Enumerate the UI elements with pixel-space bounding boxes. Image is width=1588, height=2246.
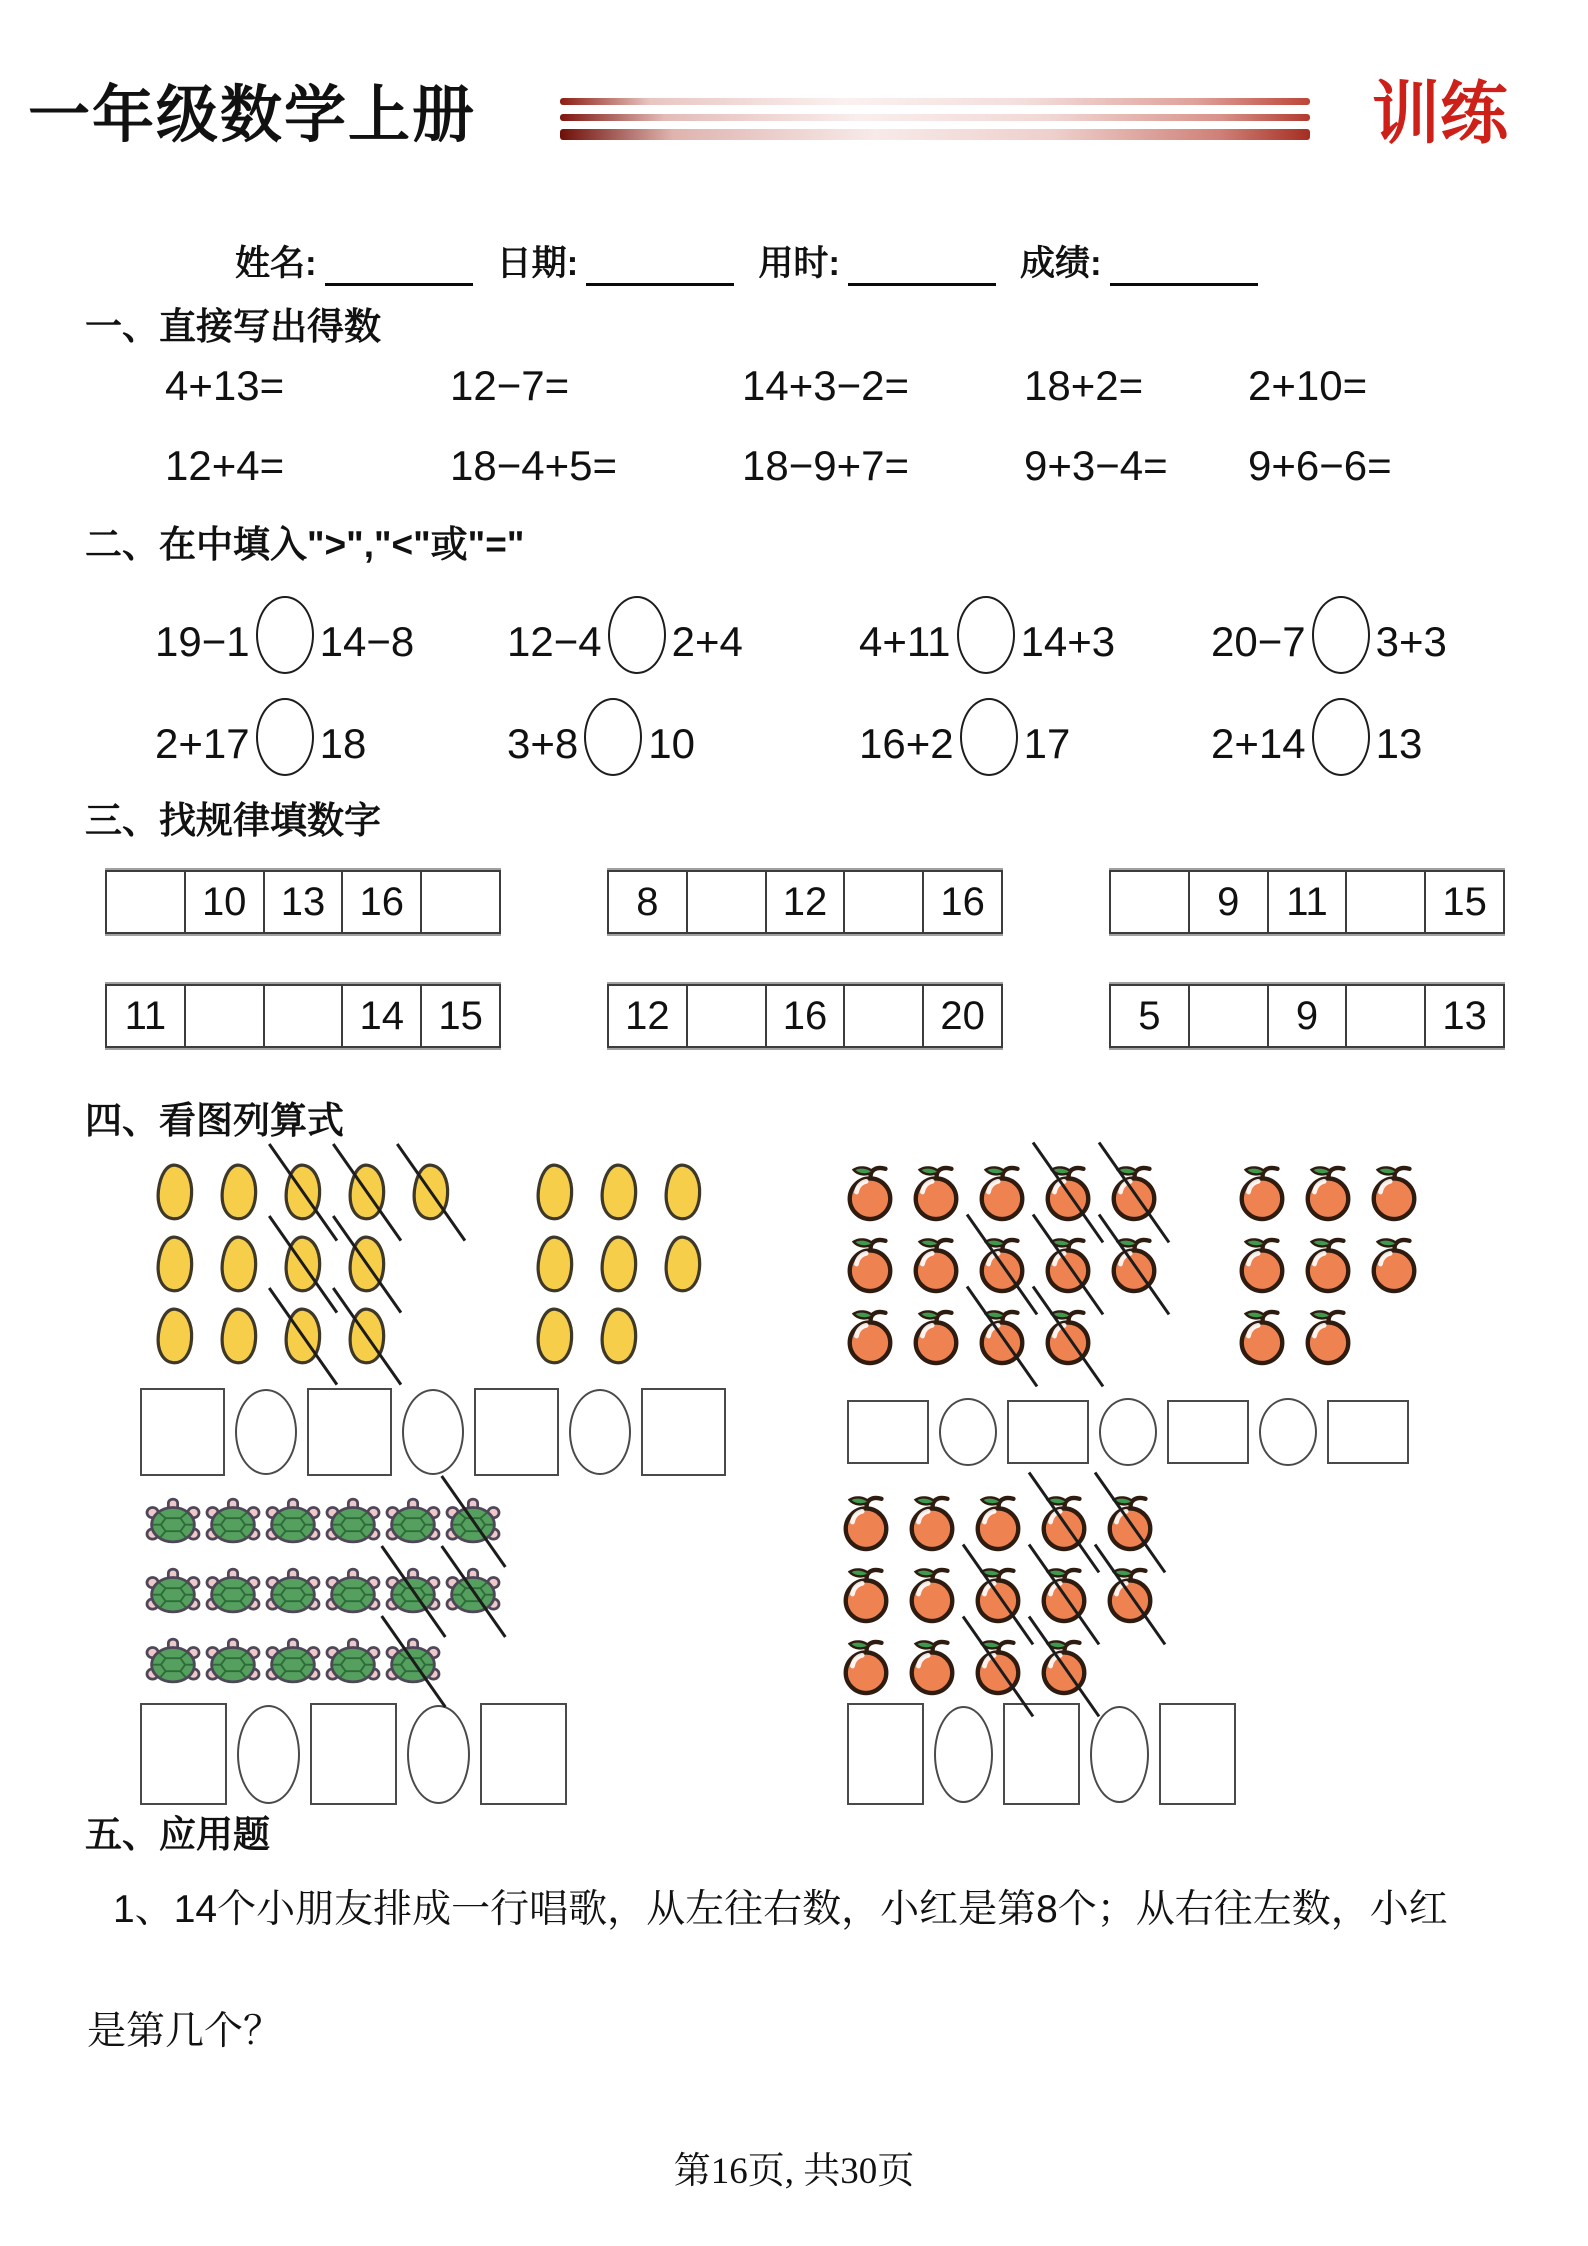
number-answer-box[interactable] (474, 1388, 559, 1476)
mango-icon (207, 1300, 271, 1372)
number-cell: 16 (343, 872, 422, 932)
number-cell: 13 (265, 872, 344, 932)
fruit-row (143, 1556, 503, 1626)
fruit-row (837, 1228, 1167, 1300)
section-5-title: 五、应用题 (85, 1814, 270, 1855)
mango-icon (143, 1300, 207, 1372)
number-cell: 12 (609, 986, 688, 1046)
apple-group-1 (837, 1156, 1167, 1372)
operator-answer-circle[interactable] (934, 1706, 993, 1803)
fruit-row (523, 1300, 715, 1372)
operator-answer-circle[interactable] (402, 1389, 464, 1475)
mango-equation-boxes (140, 1388, 726, 1476)
turtle-icon (203, 1486, 263, 1556)
number-sequence-table (105, 870, 501, 934)
number-sequence-table (105, 984, 501, 1048)
number-answer-box[interactable] (140, 1703, 227, 1805)
mango-icon (335, 1300, 399, 1372)
right-expression: 14+3 (1020, 618, 1116, 665)
left-expression: 20−7 (1211, 618, 1306, 665)
number-sequence-table (607, 870, 1003, 934)
fruit-row (523, 1156, 715, 1228)
compare-problem (1211, 596, 1563, 674)
arithmetic-problem: 12+4= (165, 442, 285, 489)
apple-group-2 (1229, 1156, 1427, 1372)
comparison-answer-circle[interactable] (960, 698, 1018, 776)
turtle-icon (263, 1486, 323, 1556)
turtle-icon (263, 1556, 323, 1626)
score-field (1020, 238, 1258, 286)
operator-answer-circle[interactable] (1090, 1706, 1149, 1803)
mango-group-1 (143, 1156, 463, 1372)
empty-fill-cell[interactable] (688, 986, 767, 1046)
left-expression: 16+2 (859, 720, 954, 767)
apple-icon (1295, 1228, 1361, 1300)
empty-fill-cell[interactable] (688, 872, 767, 932)
speed-line-icon (560, 114, 1310, 121)
score-blank[interactable] (1110, 243, 1258, 286)
section-1-title: 一、直接写出得数 (85, 306, 381, 347)
fruit-row (1229, 1228, 1427, 1300)
fruit-row (143, 1156, 463, 1228)
arithmetic-problem: 12−7= (450, 362, 570, 409)
score-label: 成绩: (1019, 244, 1102, 283)
apple-problem (837, 1156, 1427, 1372)
apple-icon (1101, 1228, 1167, 1300)
mango-problem (143, 1156, 715, 1372)
info-row (235, 238, 1503, 286)
apple-icon (899, 1630, 965, 1702)
mango-icon (143, 1228, 207, 1300)
empty-fill-cell[interactable] (845, 986, 924, 1046)
apple-icon (965, 1630, 1031, 1702)
apple-icon (837, 1156, 903, 1228)
mango-icon (523, 1228, 587, 1300)
compare-problem (859, 698, 1211, 776)
right-expression: 17 (1023, 720, 1071, 767)
apple-icon (969, 1300, 1035, 1372)
fruit-row (833, 1486, 1163, 1558)
apple-icon (1035, 1300, 1101, 1372)
operator-answer-circle[interactable] (407, 1705, 470, 1804)
compare-problem (155, 698, 507, 776)
number-answer-box[interactable] (1159, 1703, 1236, 1805)
apple-icon (833, 1558, 899, 1630)
number-answer-box[interactable] (310, 1703, 397, 1805)
compare-problem (507, 698, 859, 776)
apple-icon (1035, 1228, 1101, 1300)
empty-fill-cell[interactable] (1190, 986, 1269, 1046)
empty-fill-cell[interactable] (1347, 872, 1426, 932)
number-cell: 14 (343, 986, 422, 1046)
apple-icon (1035, 1156, 1101, 1228)
calc-row-2 (165, 442, 1503, 490)
worksheet-header (0, 76, 1588, 152)
apple-group-1 (833, 1486, 1163, 1702)
compare-problem (507, 596, 859, 674)
number-answer-box[interactable] (641, 1388, 726, 1476)
speed-line-icon (560, 98, 1310, 105)
time-used-blank[interactable] (848, 243, 996, 286)
number-cell: 9 (1269, 986, 1348, 1046)
arithmetic-problem: 2+10= (1248, 362, 1368, 409)
right-expression: 13 (1375, 720, 1423, 767)
picture-band-1 (85, 1156, 1503, 1372)
number-cell: 8 (609, 872, 688, 932)
number-answer-box[interactable] (1327, 1400, 1409, 1464)
fruit-row (837, 1300, 1167, 1372)
turtle-group-1 (143, 1486, 503, 1696)
mango-icon (335, 1228, 399, 1300)
comparison-answer-circle[interactable] (256, 596, 314, 674)
number-cell: 11 (107, 986, 186, 1046)
empty-fill-cell[interactable] (186, 986, 265, 1046)
mango-icon (271, 1300, 335, 1372)
name-field (235, 238, 473, 286)
compare-problem (155, 596, 507, 674)
mango-icon (587, 1300, 651, 1372)
mango-icon (207, 1156, 271, 1228)
name-blank[interactable] (325, 243, 473, 286)
number-cell: 12 (767, 872, 846, 932)
empty-fill-cell[interactable] (265, 986, 344, 1046)
apple-icon (837, 1228, 903, 1300)
compare-problem (1211, 698, 1563, 776)
number-cell: 15 (1442, 879, 1487, 924)
turtle-icon (383, 1626, 443, 1696)
mango-group-2 (523, 1156, 715, 1372)
comparison-answer-circle[interactable] (1312, 596, 1370, 674)
apple-icon (1361, 1156, 1427, 1228)
operator-answer-circle[interactable] (1099, 1398, 1157, 1466)
turtle-icon (143, 1626, 203, 1696)
mango-icon (271, 1228, 335, 1300)
operator-answer-circle[interactable] (569, 1389, 631, 1475)
page-number: 第16页, 共30页 (673, 2151, 915, 2192)
turtle-icon (383, 1486, 443, 1556)
number-cell: 13 (1442, 993, 1487, 1038)
right-expression: 18 (319, 720, 367, 767)
arithmetic-problem: 18−4+5= (450, 442, 618, 489)
number-answer-box[interactable] (480, 1703, 567, 1805)
section-2-title: 二、在中填入">","<"或"=" (85, 524, 525, 565)
mango-icon (523, 1300, 587, 1372)
apple-icon (1229, 1300, 1295, 1372)
compare-problem (859, 596, 1211, 674)
turtle-icon (443, 1556, 503, 1626)
empty-fill-cell[interactable] (1347, 986, 1426, 1046)
apple-icon (833, 1630, 899, 1702)
number-answer-box[interactable] (847, 1703, 924, 1805)
right-expression: 3+3 (1375, 618, 1447, 665)
orange-equation-boxes (847, 1703, 1236, 1805)
turtle-icon (323, 1486, 383, 1556)
apple-equation-boxes (847, 1398, 1409, 1466)
arithmetic-problem: 18+2= (1024, 362, 1144, 409)
left-expression: 4+11 (859, 618, 951, 665)
turtle-equation-boxes (140, 1703, 567, 1805)
turtle-icon (203, 1626, 263, 1696)
fruit-row (143, 1300, 463, 1372)
comparison-answer-circle[interactable] (957, 596, 1015, 674)
fruit-row (143, 1228, 463, 1300)
mango-icon (651, 1156, 715, 1228)
turtle-icon (143, 1486, 203, 1556)
arithmetic-problem: 18−9+7= (742, 442, 910, 489)
arithmetic-problem: 9+6−6= (1248, 442, 1392, 489)
fruit-row (1229, 1300, 1427, 1372)
apple-icon (1031, 1486, 1097, 1558)
calc-row-1 (165, 362, 1503, 410)
speed-lines-decoration (560, 96, 1310, 142)
apple-icon (899, 1486, 965, 1558)
number-cell: 9 (1190, 872, 1269, 932)
turtle-icon (323, 1556, 383, 1626)
date-field (497, 238, 735, 286)
fruit-row (143, 1626, 503, 1696)
mango-icon (587, 1228, 651, 1300)
mango-icon (143, 1156, 207, 1228)
arithmetic-problem: 9+3−4= (1024, 442, 1168, 489)
empty-fill-cell[interactable] (107, 872, 186, 932)
fruit-row (833, 1558, 1163, 1630)
number-cell: 10 (186, 872, 265, 932)
compare-problems (85, 594, 1503, 778)
left-expression: 2+17 (155, 720, 250, 767)
mango-icon (207, 1228, 271, 1300)
apple-icon (1361, 1228, 1427, 1300)
apple-icon (1229, 1156, 1295, 1228)
apple-icon (1101, 1156, 1167, 1228)
comparison-answer-circle[interactable] (256, 698, 314, 776)
number-cell: 5 (1111, 986, 1190, 1046)
apple-icon (1229, 1228, 1295, 1300)
compare-row-2 (155, 696, 1503, 778)
apple-icon (899, 1558, 965, 1630)
apple-icon (965, 1486, 1031, 1558)
pattern-table-row-1 (105, 870, 1505, 934)
time-used-label: 用时: (758, 244, 840, 283)
apple-icon (1031, 1630, 1097, 1702)
word-problem-line-1: 1、14个小朋友排成一行唱歌，从左往右数，小红是第8个；从右往左数，小红 (113, 1888, 1448, 1931)
empty-fill-cell[interactable] (845, 872, 924, 932)
pattern-table-row-2 (105, 984, 1505, 1048)
apple-icon (1295, 1156, 1361, 1228)
empty-fill-cell[interactable] (422, 872, 499, 932)
number-sequence-table (1109, 870, 1505, 934)
fruit-row (143, 1486, 503, 1556)
mango-icon (271, 1156, 335, 1228)
left-expression: 12−4 (507, 618, 602, 665)
equation-row-1 (85, 1386, 1503, 1478)
arithmetic-problem: 4+13= (165, 362, 285, 409)
speed-line-icon (560, 129, 1310, 140)
right-expression: 10 (648, 720, 695, 767)
number-sequence-table (607, 984, 1003, 1048)
mango-icon (399, 1156, 463, 1228)
apple-icon (1295, 1300, 1361, 1372)
apple-icon (969, 1228, 1035, 1300)
number-cell: 16 (767, 986, 846, 1046)
number-sequence-table (1109, 984, 1505, 1048)
turtle-icon (383, 1556, 443, 1626)
fruit-row (523, 1228, 715, 1300)
turtle-icon (203, 1556, 263, 1626)
number-cell: 15 (438, 993, 483, 1038)
number-answer-box[interactable] (307, 1388, 392, 1476)
calc-problems (85, 362, 1503, 490)
apple-icon (1031, 1558, 1097, 1630)
comparison-answer-circle[interactable] (1312, 698, 1370, 776)
worksheet-content (0, 238, 1588, 2058)
turtle-icon (443, 1486, 503, 1556)
right-expression: 2+4 (671, 618, 743, 665)
arithmetic-problem: 14+3−2= (742, 362, 910, 409)
date-label: 日期: (496, 244, 579, 283)
comparison-answer-circle[interactable] (584, 698, 642, 776)
name-label: 姓名: (235, 244, 317, 283)
turtle-problem (143, 1486, 503, 1696)
apple-icon (965, 1558, 1031, 1630)
section-4-title: 四、看图列算式 (85, 1100, 344, 1141)
apple-icon (903, 1228, 969, 1300)
apple-icon (969, 1156, 1035, 1228)
header-badge: 训练 (1371, 76, 1508, 152)
turtle-icon (263, 1626, 323, 1696)
picture-band-2 (85, 1486, 1503, 1702)
compare-row-1 (155, 594, 1503, 676)
mango-icon (587, 1156, 651, 1228)
mango-icon (335, 1156, 399, 1228)
orange-problem (833, 1486, 1163, 1702)
apple-icon (833, 1486, 899, 1558)
turtle-icon (143, 1556, 203, 1626)
left-expression: 2+14 (1211, 720, 1306, 767)
right-expression: 14−8 (319, 618, 415, 665)
time-used-field (758, 238, 996, 286)
turtle-icon (323, 1626, 383, 1696)
apple-icon (903, 1156, 969, 1228)
operator-answer-circle[interactable] (1259, 1398, 1317, 1466)
apple-icon (903, 1300, 969, 1372)
number-cell: 16 (940, 879, 985, 924)
apple-icon (1097, 1558, 1163, 1630)
apple-icon (1097, 1486, 1163, 1558)
equation-row-2 (85, 1702, 1503, 1806)
left-expression: 3+8 (507, 720, 579, 767)
empty-fill-cell[interactable] (1111, 872, 1190, 932)
fruit-row (837, 1156, 1167, 1228)
mango-icon (523, 1156, 587, 1228)
mango-icon (651, 1228, 715, 1300)
date-blank[interactable] (586, 243, 734, 286)
number-answer-box[interactable] (1003, 1703, 1080, 1805)
left-expression: 19−1 (155, 618, 250, 665)
number-answer-box[interactable] (1167, 1400, 1249, 1464)
apple-icon (837, 1300, 903, 1372)
fruit-row (1229, 1156, 1427, 1228)
number-answer-box[interactable] (1007, 1400, 1089, 1464)
operator-answer-circle[interactable] (235, 1389, 297, 1475)
operator-answer-circle[interactable] (237, 1705, 300, 1804)
number-answer-box[interactable] (847, 1400, 929, 1464)
comparison-answer-circle[interactable] (608, 596, 666, 674)
operator-answer-circle[interactable] (939, 1398, 997, 1466)
page-title: 一年级数学上册 (28, 81, 477, 150)
number-cell: 11 (1269, 872, 1348, 932)
fruit-row (833, 1630, 1163, 1702)
number-cell: 20 (940, 993, 985, 1038)
pattern-tables (85, 870, 1503, 1048)
number-answer-box[interactable] (140, 1388, 225, 1476)
word-problem-line-2: 是第几个？ (87, 2010, 283, 2053)
section-3-title: 三、找规律填数字 (85, 800, 381, 841)
